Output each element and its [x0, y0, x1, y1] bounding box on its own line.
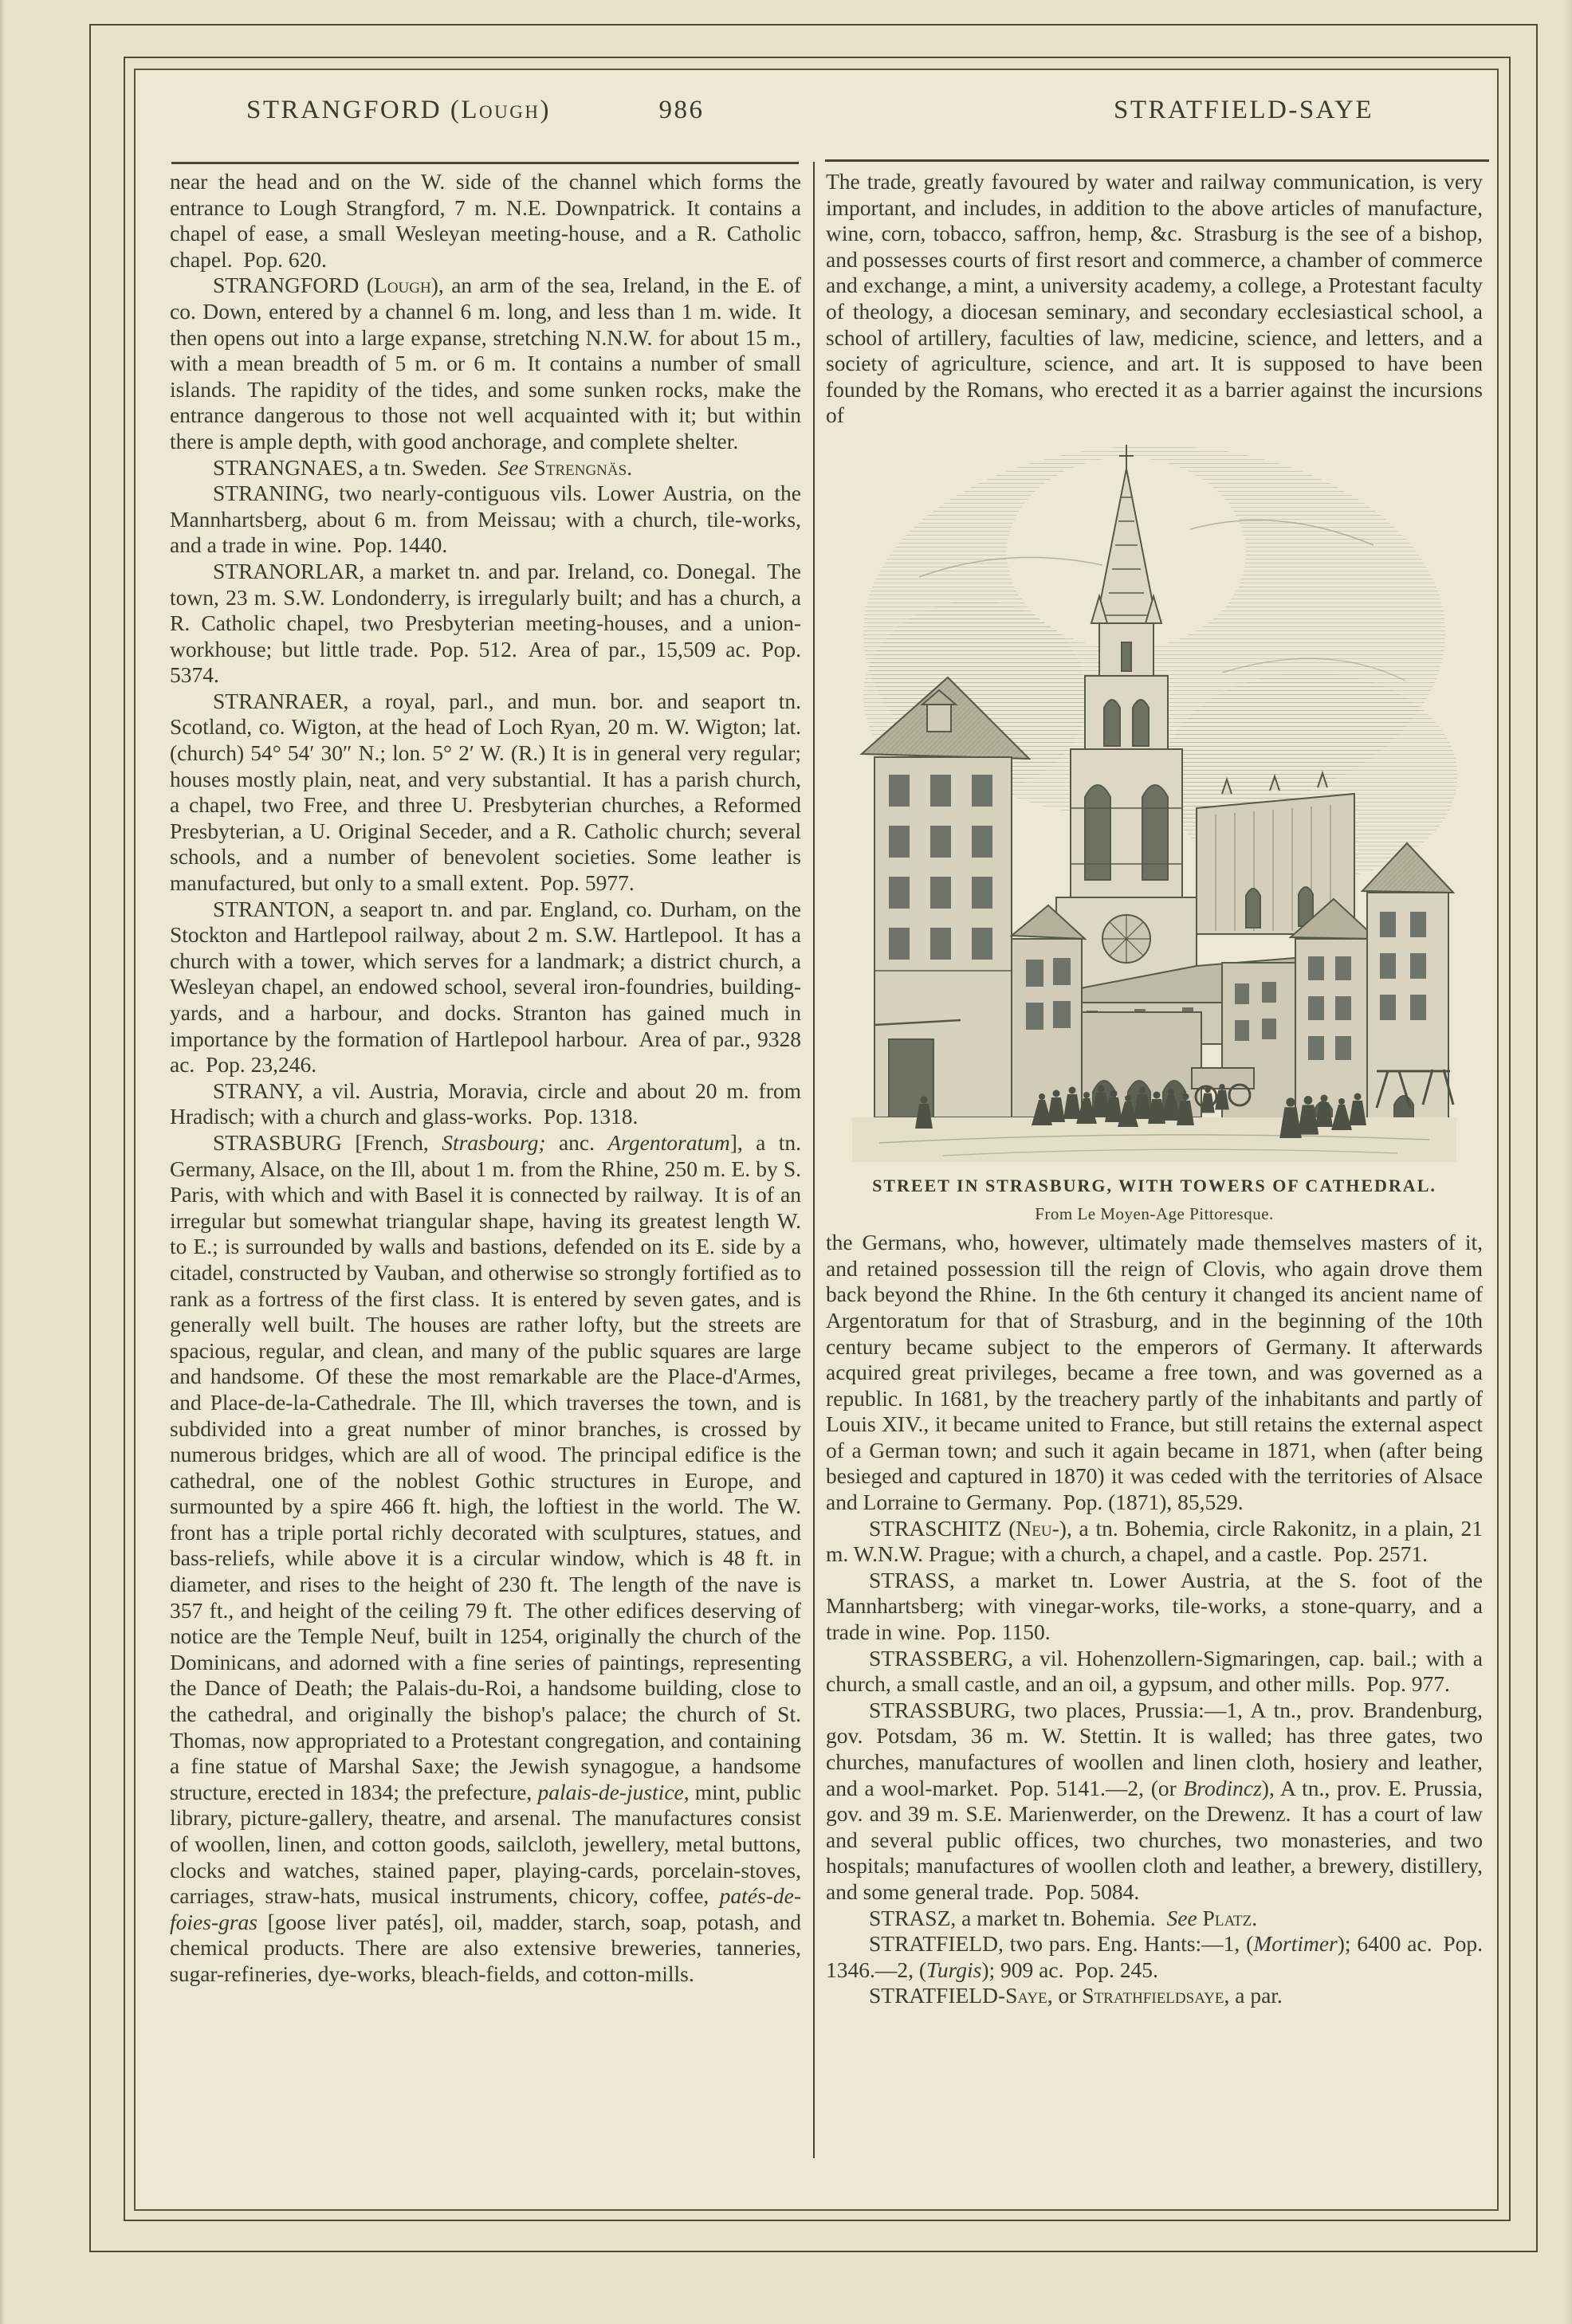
page-number: 986: [658, 96, 705, 124]
text-run: STRASSBURG, two places, Prussia:—1, A tn., prov. Brandenburg, gov. Potsdam, 36 m. W. Stettin. It is walled; has three gates, two churches, manufactures of woollen and linen cloth, hosiery and leather, and a wool-market. Pop. 5141.—2, (or: [826, 1697, 1483, 1800]
text-run: ), A tn., prov. E. Prussia, gov. and 39 m. S.E. Marienwerder, on the Drewenz. It has a court of law and several public offices, two churches, two monasteries, and two hospitals; manufactures of woollen cloth and leather, a brewery, distillery, and some general trade. Pop. 5084.: [826, 1775, 1483, 1904]
text-run: , a par.: [1224, 1983, 1283, 2008]
figure-caption-title: STREET IN STRASBURG, WITH TOWERS OF CATHEDRAL.: [872, 1175, 1436, 1195]
text-run: Lough: [374, 273, 431, 298]
entry-paragraph: [826, 1568, 1483, 1646]
running-head-right: STRATFIELD-SAYE: [1114, 96, 1374, 124]
text-run: [1197, 1906, 1203, 1930]
text-run: Argentoratum: [607, 1129, 730, 1155]
text-run: STRANTON, a seaport tn. and par. England, co. Durham, on the Stockton and Hartlepool railway, about 2 m. S.W. Hartlepool. It has a church with a tower, which serves for a landmark; a district church, a Wesleyan chapel, an endowed school, several iron-foundries, building-yards, and a harbour, and docks. Stranton has gained much in importance by the formation of Hartlepool harbour. Area of par., 9328 ac. Pop. 23,246.: [170, 896, 801, 1078]
entry-paragraph: [826, 1931, 1483, 1983]
entry-paragraph: [170, 897, 801, 1078]
text-run: , or: [1047, 1983, 1083, 2008]
text-run: Saye: [1005, 1983, 1047, 2008]
text-run: Brodincz: [1183, 1775, 1262, 1800]
text-run: ], a tn. Germany, Alsace, on the Ill, about 1 m. from the Rhine, 250 m. E. by S. Paris, with which and with Basel it is connected by railway. It is of an irregular but somewhat triangular shape, having its greatest length W. to E.; is surrounded by walls and bastions, defended on its E. side by a citadel, constructed by Vauban, and otherwise so strongly fortified as to rank as a fortress of the first class. It is entered by seven gates, and is generally well built. The houses are rather lofty, but the streets are spacious, regular, and clean, and many of the public squares are large and handsome. Of these the most remarkable are the Place-d'Armes, and Place-de-la-Cathedrale. The Ill, which traverses the town, and is subdivided into a great number of minor branches, is crossed by numerous bridges, which are all of wood. The principal edifice is the cathedral, one of the noblest Gothic structures in Europe, and surmounted by a spire 466 ft. high, the loftiest in the world. The W. front has a triple portal richly decorated with sculptures, statues, and bass-reliefs, while above it is a circular window, which is 48 ft. in diameter, and rises to the height of 230 ft. The length of the nave is 357 ft., and height of the ceiling 79 ft. The other edifices deserving of notice are the Temple Neuf, built in 1254, originally the church of the Dominicans, and adorned with a fine series of paintings, representing the Dance of Death; the Palais-du-Roi, a handsome building, close to the cathedral, and originally the bishop's palace; the church of St. Thomas, now appropriated to a Protestant congregation, and containing a fine statue of Marshal Saxe; the Jewish synagogue, a handsome structure, erected in 1834; the prefecture,: [170, 1129, 801, 1804]
text-run: STRANING, two nearly-contiguous vils. Lower Austria, on the Mannhartsberg, about 6 m. from Meissau; with a church, tile-works, and a trade in wine. Pop. 1440.: [170, 481, 801, 558]
text-run: STRASZ, a market tn. Bohemia.: [869, 1905, 1167, 1930]
entry-paragraph: [826, 1230, 1483, 1516]
entry-paragraph: [826, 169, 1483, 429]
entry-paragraph: [170, 273, 801, 454]
entry-paragraph: [170, 1130, 801, 1988]
text-run: Strathfieldsaye: [1082, 1983, 1224, 2008]
text-run: STRANGFORD (: [246, 96, 462, 124]
entry-paragraph: [170, 689, 801, 897]
entry-paragraph: [170, 1078, 801, 1130]
text-run: STRANGFORD (: [213, 273, 375, 298]
entry-paragraph: [170, 455, 801, 481]
entry-paragraph: [826, 1698, 1483, 1906]
text-run: Strasbourg;: [442, 1129, 546, 1155]
left-column: [170, 169, 801, 1988]
text-run: palais-de-justice: [537, 1779, 684, 1804]
text-run: [goose liver patés], oil, madder, starch, soap, potash, and chemical products. There are also extensive breweries, tanneries, sugar-refineries, dye-works, bleach-fields, and cotton-mills.: [170, 1909, 801, 1986]
text-run: STRANORLAR, a market tn. and par. Ireland, co. Donegal. The town, 23 m. S.W. Londonderry, is irregularly built; and has a church, a R. Catholic chapel, two Presbyterian meeting-houses, and a union-workhouse; but little trade. Pop. 512. Area of par., 15,509 ac. Pop. 5374.: [170, 558, 801, 688]
header-rule-left: [171, 162, 799, 164]
text-run: .: [1252, 1905, 1258, 1930]
text-run: [529, 455, 534, 480]
text-run: Turgis: [926, 1957, 982, 1982]
text-run: , mint, public library, picture-gallery, theatre, and arsenal. The manufactures consist of woollen, linen, and cotton goods, sailcloth, jewellery, metal buttons, clocks and watches, stained paper, playing-cards, porcelain-stoves, carriages, straw-hats, musical instruments, chicory, coffee,: [170, 1779, 801, 1909]
text-run: the Germans, who, however, ultimately made themselves masters of it, and retained possession till the reign of Clovis, who again drove them back beyond the Rhine. In the 6th century it changed its ancient name of Argentoratum for that of Strasburg, and in the beginning of the 10th century became subject to the emperors of Germany. It afterwards acquired great privileges, became a free town, and was governed as a republic. In 1681, by the treachery partly of the inhabitants and partly of Louis XIV., it became united to France, but still retains the external aspect of a German town; and such it again became in 1871, when (after being besieged and captured in 1870) it was ceded with the territories of Alsace and Lorraine to Germany. Pop. (1871), 85,529.: [826, 1230, 1483, 1515]
text-run: STRASSBERG, a vil. Hohenzollern-Sigmaringen, cap. bail.; with a church, a small castle, and an oil, a gypsum, and other mills. Pop. 977.: [826, 1645, 1483, 1697]
column-divider: [813, 162, 815, 2158]
text-run: ); 6400 ac. Pop. 1346.—2, (: [826, 1931, 1483, 1982]
text-run: Lough: [461, 96, 540, 124]
street-in-strasburg-engraving: [847, 434, 1461, 1167]
text-run: See: [497, 454, 529, 480]
text-run: STRASCHITZ (: [869, 1515, 1016, 1541]
entry-paragraph: [826, 1983, 1483, 2009]
entry-paragraph: [170, 169, 801, 273]
text-run: near the head and on the W. side of the channel which forms the entrance to Lough Strangford, 7 m. N.E. Downpatrick. It contains a chapel of ease, a small Wesleyan meeting-house, and a R. Catholic chapel. Pop. 620.: [170, 169, 801, 272]
text-run: STRATFIELD-: [869, 1983, 1006, 2008]
text-run: STRANRAER, a royal, parl., and mun. bor. and seaport tn. Scotland, co. Wigton, at the head of Loch Ryan, 20 m. W. Wigton; lat. (church) 54° 54′ 30″ N.; lon. 5° 2′ W. (R.) It is in general very regular; houses mostly plain, neat, and very substantial. It has a parish church, a chapel, two Free, and three U. Presbyterian churches, a Reformed Presbyterian, a U. Original Seceder, and a R. Catholic church; several schools, and a number of benevolent societies. Some leather is manufactured, but only to a small extent. Pop. 5977.: [170, 688, 801, 896]
header-rule-right: [825, 159, 1489, 162]
entry-paragraph: [826, 1906, 1483, 1932]
right-column-top: [826, 169, 1483, 429]
book-gutter-shadow: [0, 0, 5, 2324]
entry-paragraph: [826, 1516, 1483, 1568]
text-run: ), an arm of the sea, Ireland, in the E. of co. Down, entered by a channel 6 m. long, and less than 1 m. wide. It then opens out into a large expanse, stretching N.N.W. for about 15 m., with a mean breadth of 5 m. or 6 m. It contains a number of small islands. The rapidity of the tides, and some sunken rocks, make the entrance dangerous to those not well acquainted with it; but within there is ample depth, with good anchorage, and complete shelter.: [170, 273, 802, 453]
text-run: STRANY, a vil. Austria, Moravia, circle and about 20 m. from Hradisch; with a church and glass-works. Pop. 1318.: [170, 1078, 801, 1129]
page-edge-shadow: [1564, 0, 1572, 2324]
text-run: Mortimer: [1253, 1931, 1338, 1957]
text-run: STRASS, a market tn. Lower Austria, at the S. foot of the Mannhartsberg; with vinegar-works, tile-works, a stone-quarry, and a trade in wine. Pop. 1150.: [826, 1567, 1483, 1645]
text-run: ): [540, 96, 551, 124]
text-run: See: [1166, 1905, 1197, 1930]
text-run: ); 909 ac. Pop. 245.: [981, 1957, 1158, 1982]
text-run: Strengnäs: [533, 454, 627, 480]
text-run: STRASBURG [French,: [213, 1129, 442, 1155]
text-run: anc.: [545, 1129, 608, 1155]
text-run: .: [627, 454, 633, 480]
entry-paragraph: [170, 481, 801, 559]
text-run: The trade, greatly favoured by water and railway communication, is very important, and includes, in addition to the above articles of manufacture, wine, corn, tobacco, saffron, hemp, &c. Strasburg is the see of a bishop, and possesses courts of first resort and commerce, a chamber of commerce and exchange, a mint, a university academy, a college, a Protestant faculty of theology, a diocesan seminary, and secondary ecclesiastical school, a school of artillery, faculties of law, medicine, science, and letters, and a society of agriculture, science, and art. It is supposed to have been founded by the Romans, who erected it as a barrier against the incursions of: [826, 169, 1483, 428]
cathedral-belfry: [1085, 676, 1168, 749]
text-run: Neu-: [1016, 1515, 1059, 1541]
running-head-left: [191, 96, 606, 125]
figure-caption-source: From Le Moyen-Age Pittoresque.: [1035, 1203, 1274, 1223]
text-run: patés-de-foies-gras: [170, 1883, 801, 1934]
right-column-bottom: [826, 1230, 1483, 2009]
figure-street-in-strasburg: [826, 434, 1483, 1227]
text-run: Platz: [1202, 1905, 1252, 1930]
text-run: ), a tn. Bohemia, circle Rakonitz, in a plain, 21 m. W.N.W. Prague; with a church, a chapel, and a castle. Pop. 2571.: [826, 1515, 1484, 1567]
text-run: STRATFIELD, two pars. Eng. Hants:—1, (: [869, 1931, 1254, 1957]
text-run: STRANGNAES, a tn. Sweden.: [213, 454, 498, 480]
entry-paragraph: [170, 559, 801, 689]
entry-paragraph: [826, 1646, 1483, 1698]
right-column: [826, 169, 1483, 2009]
